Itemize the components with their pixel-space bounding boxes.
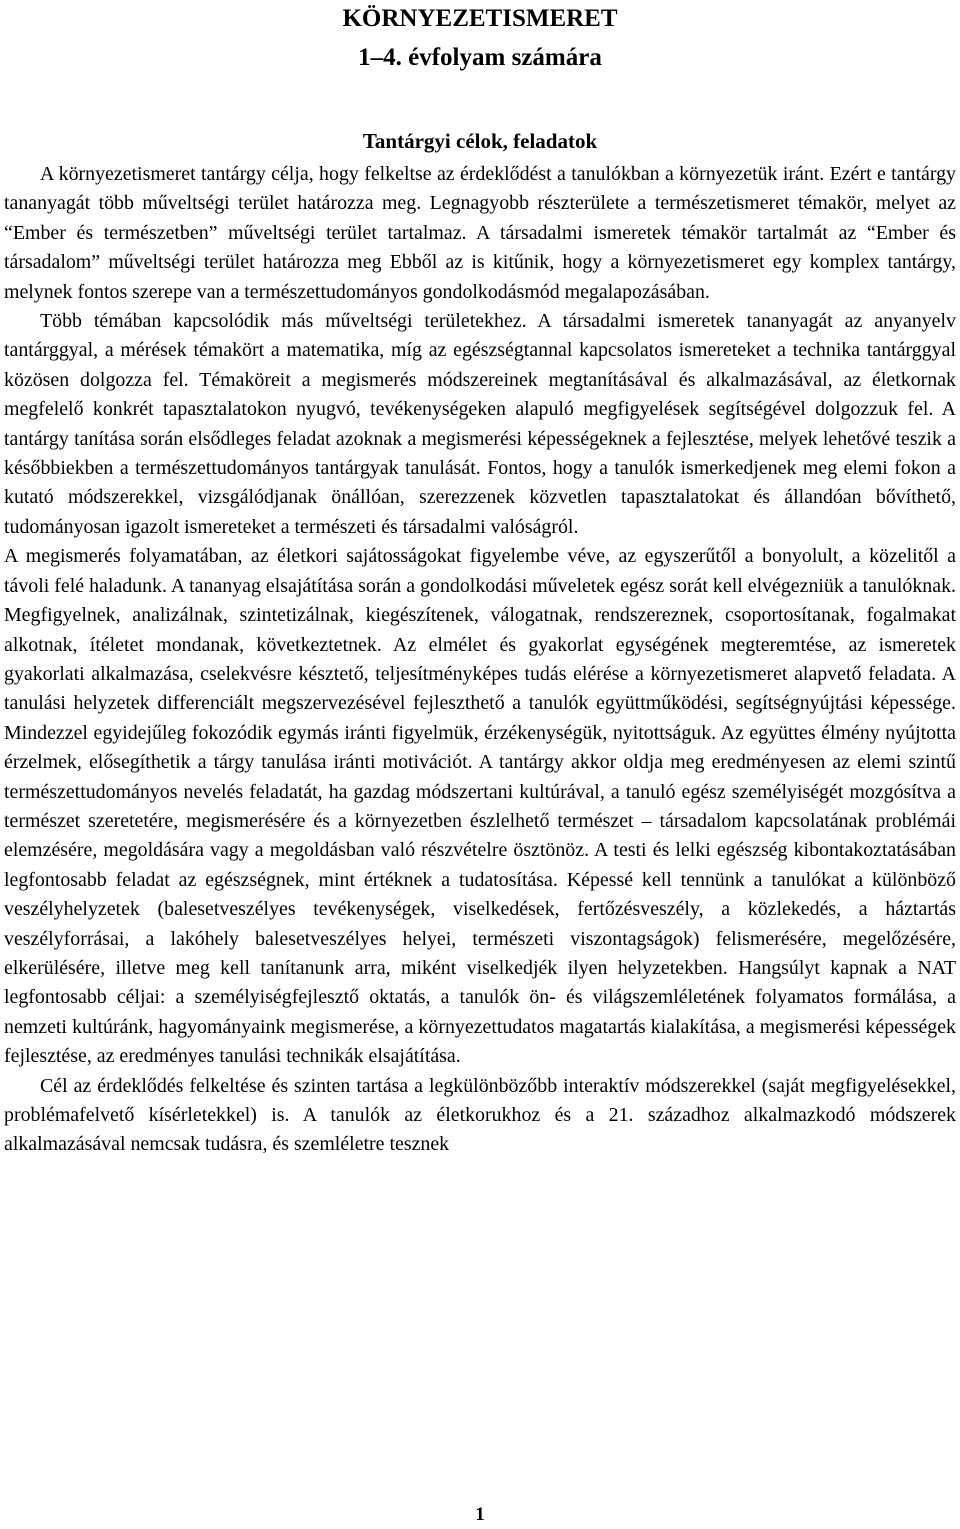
- paragraph: Több témában kapcsolódik más műveltségi területekhez. A társadalmi ismeretek tananyagát az anyanyelv tantárggyal, a mérések témakört a matematika, míg az egészségtannal kapcsolatos ismereteket a technika tantárggyal közösen dolgozza fel. Témaköreit a megismerés módszereinek megtanításával és alkalmazásával, az életkornak megfelelő konkrét tapasztalatokon nyugvó, tevékenységeken alapuló megfigyelések segítségével dolgozzuk fel. A tantárgy tanítása során elsődleges feladat azoknak a megismerési képességeknek a fejlesztése, melyek lehetővé teszik a későbbiekben a természettudományos tantárgyak tanulását. Fontos, hogy a tanulók ismerkedjenek meg elemi fokon a kutató módszerekkel, vizsgálódjanak önállóan, szerezzenek közvetlen tapasztalatokat és állandóan bővíthető, tudományosan igazolt ismereteket a természeti és társadalmi valóságról.: [4, 310, 956, 538]
- paragraph: A megismerés folyamatában, az életkori sajátosságokat figyelembe véve, az egyszerűtől a bonyolult, a közelitől a távoli felé haladunk. A tananyag elsajátítása során a gondolkodási műveletek egész sorát kell elvégezniük a tanulóknak. Megfigyelnek, analizálnak, szintetizálnak, kiegészítenek, válogatnak, rendszereznek, csoportosítanak, fogalmakat alkotnak, ítéletet mondanak, következtetnek. Az elmélet és gyakorlat egységének megteremtése, az ismeretek gyakorlati alkalmazása, cselekvésre késztető, teljesítményképes tudás elérése a környezetismeret alapvető feladata. A tanulási helyzetek differenciált megszervezésével fejleszthető a tanulók együttműködési, segítségnyújtási képessége. Mindezzel egyidejűleg fokozódik egymás iránti figyelmük, érzékenységük, nyitottságuk. Az együttes élmény nyújtotta érzelmek, elősegíthetik a tárgy tanulása iránti motivációt. A tantárgy akkor oldja meg eredményesen az elemi szintű természettudományos nevelés feladatát, ha gazdag módszertani kultúrával, a tanuló egész személyiségét mozgósítva a természet szeretetére, megismerésére és a környezetben észlelhető természet – társadalom kapcsolatának problémái elemzésére, megoldására vagy a megoldásban való részvételre ösztönöz. A testi és lelki egészség kibontakoztatásában legfontosabb feladat az egészségnek, mint értéknek a tudatosítása. Képessé kell tennünk a tanulókat a különböző veszélyhelyzetek (balesetveszélyes tevékenységek, viselkedések, fertőzésveszély, a közlekedés, a háztartás veszélyforrásai, a lakóhely balesetveszélyes helyei, természeti viszontagságok) felismerésére, megelőzésére, elkerülésére, illetve meg kell tanítanunk arra, miként viselkedjék ilyen helyzetekben. Hangsúlyt kapnak a NAT legfontosabb céljai: a személyiségfejlesztő oktatás, a tanulók ön- és világszemléletének folyamatos formálása, a nemzeti kultúránk, hagyományaink megismerése, a környezettudatos magatartás kialakítása, a megismerési képességek fejlesztése, az eredményes tanulási technikák elsajátítása.: [4, 545, 956, 1068]
- paragraph: Cél az érdeklődés felkeltése és szinten tartása a legkülönbözőbb interaktív módszerekkel (saját megfigyelésekkel, problémafelvető kísérletekkel) is. A tanulók az életkorukhoz és a 21. századhoz alkalmazkodó módszerek alkalmazásával nemcsak tudásra, és szemléletre tesznek: [4, 1074, 956, 1156]
- document-subtitle: 1–4. évfolyam számára: [358, 44, 602, 71]
- page-number: 1: [475, 1504, 485, 1525]
- body-text: [4, 160, 956, 1160]
- paragraph: A környezetismeret tantárgy célja, hogy felkeltse az érdeklődést a tanulókban a környezetük iránt. Ezért e tantárgy tananyagát több műveltségi terület határozza meg. Legnagyobb részterülete a természetismeret témakör, melyet az “Ember és természetben” műveltségi terület tartalmaz. A társadalmi ismeretek témakör tartalmát az “Ember és társadalom” műveltségi terület határozza meg Ebből az is kitűnik, hogy a környezetismeret egy komplex tantárgy, melynek fontos szerepe van a természettudományos gondolkodásmód megalapozásában.: [4, 163, 956, 303]
- document-title: KÖRNYEZETISMERET: [342, 5, 618, 32]
- section-heading: Tantárgyi célok, feladatok: [362, 129, 598, 153]
